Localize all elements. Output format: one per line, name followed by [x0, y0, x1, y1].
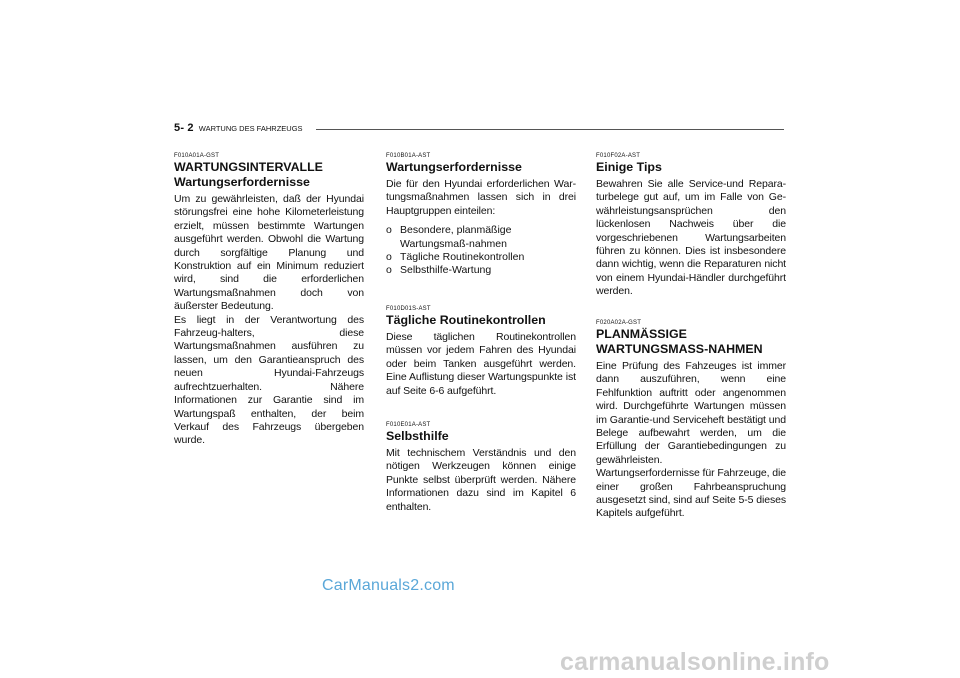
section-code: F020A02A-GST	[596, 320, 642, 326]
section-code: F010A01A-GST	[174, 153, 220, 159]
section-heading: Wartungserfordernisse	[386, 160, 522, 174]
paragraph: Wartungserfordernisse für Fahrzeuge, die einer großen Fahrbeanspruchung ausgesetzt sind, sind auf Seite 5-5 dieses Kapitels aufgeführt.	[596, 467, 786, 520]
paragraph: Mit technischem Verständnis und den nötigen Werkzeugen können einige Punkte selbst überprüft werden. Nähere Informationen dazu sind im Kapitel 6 enthalten.	[386, 447, 576, 513]
column-2	[386, 153, 576, 278]
paragraph: Es liegt in der Verantwortung des Fahrzeug-halters, diese Wartungsmaßnahmen ausführen zu lassen, um den Garantieanspruch des neuen Hyundai-Fahrzeugs aufrechtzuerhalten. Nähere Informationen zur Garantie sind im Wartungspaß enthalten, der beim Verkauf des Fahrzeugs übergeben wurde.	[174, 313, 364, 447]
section-subheading: Wartungserfordernisse	[174, 175, 310, 189]
watermark-carmanualsonline: carmanualsonline.info	[560, 648, 830, 676]
header-rule	[316, 129, 784, 130]
list-item	[386, 224, 576, 251]
section-code: F010F02A-AST	[596, 153, 641, 159]
section-heading: Einige Tips	[596, 160, 662, 174]
list-item-text: Besondere, planmäßige Wartungsmaß-nahmen	[400, 224, 512, 250]
section-heading: WARTUNGSINTERVALLE	[174, 160, 323, 174]
section-title: WARTUNG DES FAHRZEUGS	[198, 124, 303, 133]
section-code: F010E01A-AST	[386, 422, 431, 428]
section-heading: PLANMÄSSIGE	[596, 327, 687, 341]
section-code: F010D01S-AST	[386, 306, 431, 312]
paragraph: Die für den Hyundai erforderlichen War-tungsmaßnahmen lassen sich in drei Hauptgruppen einteilen:	[386, 178, 576, 217]
section-planmaessige-wartung	[596, 320, 786, 521]
list-bullet: o	[386, 224, 392, 237]
page-number: 5- 2	[174, 122, 194, 134]
section-heading: Tägliche Routinekontrollen	[386, 313, 546, 327]
section-selbsthilfe	[386, 422, 576, 514]
list-item	[386, 264, 576, 277]
column-3	[596, 153, 786, 299]
list-bullet: o	[386, 264, 392, 277]
list-bullet: o	[386, 251, 392, 264]
section-heading: WARTUNGSMASS-NAHMEN	[596, 342, 763, 356]
paragraph: Eine Prüfung des Fahzeuges ist immer dann auszuführen, wenn eine Fehlfunktion auftritt oder angenommen wird. Durchgeführte Wartungen müssen im Garantie-und Serviceheft bestätigt und Belege aufbewahrt werden, um die Erfüllung der Garantiebedingungen zu gewährleisten.	[596, 360, 786, 466]
paragraph: Diese täglichen Routinekontrollen müssen vor jedem Fahren des Hyundai oder beim Tanken ausgeführt werden. Eine Auflistung dieser Wartungspunkte ist auf Seite 6-6 aufgeführt.	[386, 331, 576, 397]
paragraph: Bewahren Sie alle Service-und Repara-turbelege gut auf, um im Falle von Ge-währleistungsansprüchen den lückenlosen Nachweis über die vorgeschriebenen Wartungsarbeiten führen zu können. Dies ist insbesondere dann wichtig, wenn die Reparaturen nicht von einem Hyundai-Händler durchgeführt werden.	[596, 178, 786, 298]
page-header	[174, 122, 303, 134]
watermark-carmanuals2: CarManuals2.com	[322, 577, 455, 594]
list-item	[386, 251, 576, 264]
list-item-text: Tägliche Routinekontrollen	[400, 251, 525, 264]
list-item-text: Selbsthilfe-Wartung	[400, 264, 492, 277]
column-1	[174, 153, 364, 448]
section-code: F010B01A-AST	[386, 153, 431, 159]
paragraph: Um zu gewährleisten, daß der Hyundai störungsfrei eine hohe Kilometerleistung erzielt, müssen bestimmte Wartungen ausgeführt werden. Obwohl die Wartung durch sorgfältige Planung und Konstruktion auf ein Minimum reduziert wird, sind die erforderlichen Wartungsmaßnahmen doch von äußerster Bedeutung.	[174, 193, 364, 313]
section-heading: Selbsthilfe	[386, 429, 449, 443]
maintenance-list	[386, 224, 576, 278]
section-routine	[386, 306, 576, 398]
